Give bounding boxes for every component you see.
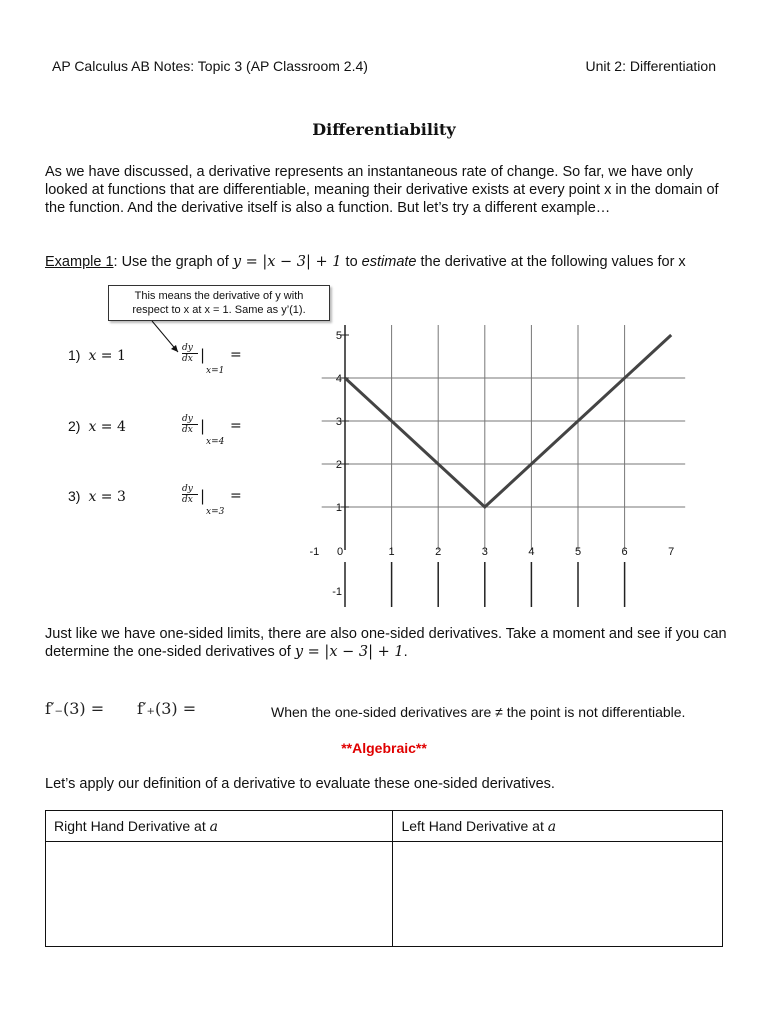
example-1-prompt: Example 1: Use the graph of y = |x − 3| + 1 to estimate the derivative at the following values for x	[45, 254, 686, 270]
x-tick-label: 1	[388, 546, 395, 558]
x-tick-label: 7	[668, 546, 675, 558]
item-1: 1) x = 1	[68, 347, 126, 364]
algebraic-heading: **Algebraic**	[341, 740, 427, 756]
item-3-derivative: dy dx	[182, 484, 198, 505]
y-tick-label: 4	[335, 373, 342, 385]
one-sided-equation: y = |x − 3| + 1	[294, 644, 404, 660]
x-tick-label: 6	[621, 546, 628, 558]
x-tick-label: 0	[336, 546, 344, 558]
abs-value-graph	[295, 325, 695, 598]
header-right: Unit 2: Differentiation	[585, 58, 716, 74]
item-2-subscript: x=4	[206, 437, 225, 447]
left-hand-derivative-header: Left Hand Derivative at a	[393, 811, 723, 842]
y-tick-label: 5	[335, 330, 342, 342]
item-1-derivative: dy dx	[182, 343, 198, 364]
item-3-equals: =	[230, 488, 242, 504]
item-1-subscript: x=1	[206, 366, 225, 376]
example-label: Example 1	[45, 254, 114, 270]
right-hand-work-area[interactable]	[46, 842, 393, 947]
x-tick-label: 2	[435, 546, 442, 558]
x-tick-label: -1	[309, 546, 320, 558]
y-tick-label: 1	[335, 502, 342, 514]
item-3-subscript: x=3	[206, 507, 225, 517]
left-derivative-expression: f′₋(3) =	[45, 699, 105, 718]
y-tick-label: 3	[335, 416, 342, 428]
right-derivative-expression: f′₊(3) =	[137, 699, 197, 718]
intro-paragraph: As we have discussed, a derivative represents an instantaneous rate of change. So far, we have only looked at functions that are differentiable, meaning their derivative exists at every point x in the domain of the function. And the derivative itself is also a function. But let’s try a different example…	[45, 164, 719, 216]
eval-bar: |	[200, 417, 206, 435]
item-2-derivative: dy dx	[182, 414, 198, 435]
left-hand-work-area[interactable]	[393, 842, 723, 947]
derivative-callout: This means the derivative of y with respect to x at x = 1. Same as y’(1).	[108, 285, 330, 321]
one-sided-paragraph: Just like we have one-sided limits, there are also one-sided derivatives. Take a moment and see if you can determine the one-sided derivatives of y = |x − 3| + 1.	[45, 626, 727, 660]
item-1-equals: =	[230, 347, 242, 363]
x-tick-label: 3	[481, 546, 488, 558]
x-tick-label: 4	[528, 546, 535, 558]
item-2: 2) x = 4	[68, 418, 126, 435]
apply-instruction: Let’s apply our definition of a derivative to evaluate these one-sided derivatives.	[45, 776, 555, 792]
right-hand-derivative-header: Right Hand Derivative at a	[46, 811, 393, 842]
one-sided-derivative-table	[45, 810, 723, 947]
differentiability-note: When the one-sided derivatives are ≠ the point is not differentiable.	[271, 704, 686, 720]
item-3: 3) x = 3	[68, 488, 126, 505]
page-title: Differentiability	[312, 120, 456, 139]
item-2-equals: =	[230, 418, 242, 434]
header-left: AP Calculus AB Notes: Topic 3 (AP Classroom 2.4)	[52, 58, 368, 74]
example-equation: y = |x − 3| + 1	[232, 254, 342, 270]
y-tick-label: 2	[335, 459, 342, 471]
y-tick-label: -1	[332, 586, 342, 598]
x-tick-label: 5	[574, 546, 582, 558]
eval-bar: |	[200, 346, 206, 364]
eval-bar: |	[200, 487, 206, 505]
